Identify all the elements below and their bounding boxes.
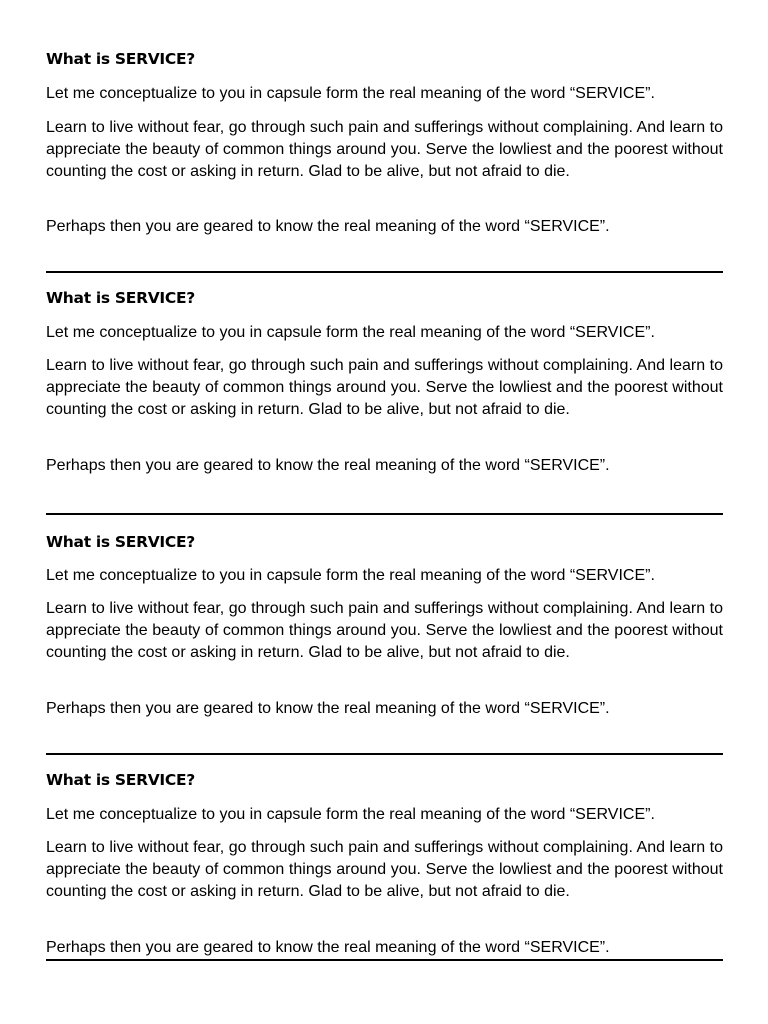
section-intro: Let me conceptualize to you in capsule form the real meaning of the word “SERVICE”. xyxy=(46,567,655,584)
section-divider xyxy=(46,959,723,961)
section-body: Learn to live without fear, go through such pain and sufferings without complaining. And learn to appreciate the beauty of common things around you. Serve the lowliest and the poorest without counting the cost or asking in return. Glad to be alive, but not afraid to die. xyxy=(46,600,723,661)
section-body: Learn to live without fear, go through such pain and sufferings without complaining. And learn to appreciate the beauty of common things around you. Serve the lowliest and the poorest without counting the cost or asking in return. Glad to be alive, but not afraid to die. xyxy=(46,357,723,418)
section-heading: What is SERVICE? xyxy=(46,771,195,789)
section-closing: Perhaps then you are geared to know the real meaning of the word “SERVICE”. xyxy=(46,457,610,474)
section-divider xyxy=(46,753,723,755)
section-heading: What is SERVICE? xyxy=(46,289,195,307)
section-body: Learn to live without fear, go through such pain and sufferings without complaining. And learn to appreciate the beauty of common things around you. Serve the lowliest and the poorest without counting the cost or asking in return. Glad to be alive, but not afraid to die. xyxy=(46,839,723,900)
section-closing: Perhaps then you are geared to know the real meaning of the word “SERVICE”. xyxy=(46,939,610,956)
section-intro: Let me conceptualize to you in capsule form the real meaning of the word “SERVICE”. xyxy=(46,324,655,341)
section-body: Learn to live without fear, go through such pain and sufferings without complaining. And learn to appreciate the beauty of common things around you. Serve the lowliest and the poorest without counting the cost or asking in return. Glad to be alive, but not afraid to die. xyxy=(46,119,723,180)
section-intro: Let me conceptualize to you in capsule form the real meaning of the word “SERVICE”. xyxy=(46,85,655,102)
section-closing: Perhaps then you are geared to know the real meaning of the word “SERVICE”. xyxy=(46,218,610,235)
section-divider xyxy=(46,513,723,515)
section-intro: Let me conceptualize to you in capsule form the real meaning of the word “SERVICE”. xyxy=(46,806,655,823)
section-divider xyxy=(46,271,723,273)
section-closing: Perhaps then you are geared to know the real meaning of the word “SERVICE”. xyxy=(46,700,610,717)
section-heading: What is SERVICE? xyxy=(46,50,195,68)
section-heading: What is SERVICE? xyxy=(46,533,195,551)
